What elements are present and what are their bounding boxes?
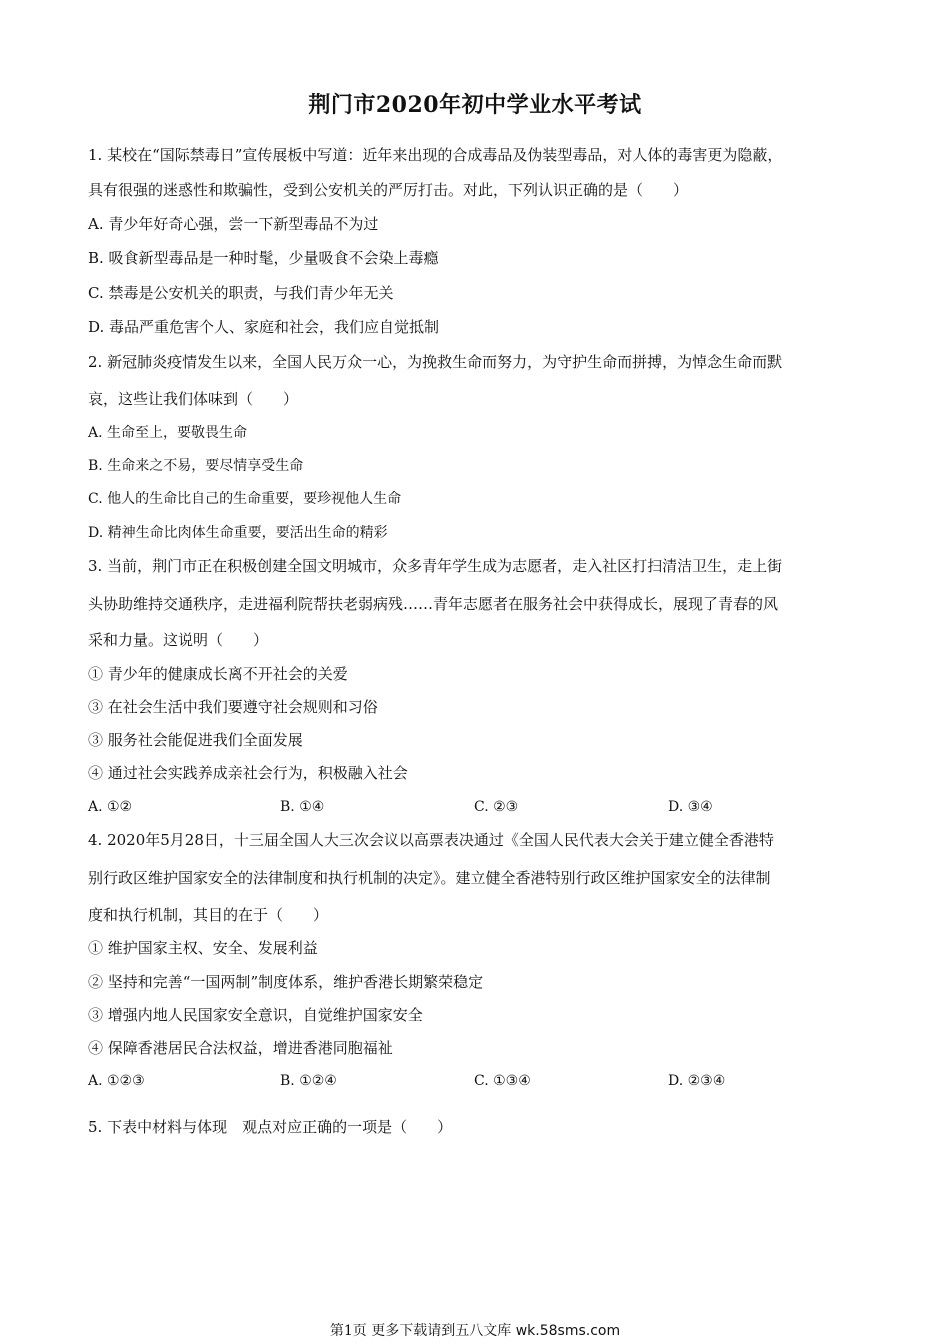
q3-stem-line-1: 3. 当前，荆门市正在积极创建全国文明城市，众多青年学生成为志愿者，走入社区打扫清洁卫生，走上街	[88, 557, 783, 575]
q2-stem-line-1: 2. 新冠肺炎疫情发生以来，全国人民万众一心，为挽救生命而努力，为守护生命而拼搏，为悼念生命而默	[88, 353, 783, 371]
q4-choice-c: C. ①③④	[474, 1073, 531, 1089]
q3-stem-line-3: 采和力量。这说明（ ）	[88, 631, 269, 649]
q3-statement-3: ③ 服务社会能促进我们全面发展	[88, 731, 303, 749]
q4-statement-4: ④ 保障香港居民合法权益，增进香港同胞福祉	[88, 1039, 393, 1057]
exam-title: 荆门市2020年初中学业水平考试	[308, 92, 642, 118]
q1-option-d: D. 毒品严重危害个人、家庭和社会，我们应自觉抵制	[88, 318, 440, 336]
q1-option-a: A. 青少年好奇心强，尝一下新型毒品不为过	[88, 215, 379, 233]
q1-stem-line-2: 具有很强的迷惑性和欺骗性，受到公安机关的严厉打击。对此，下列认识正确的是（ ）	[88, 181, 689, 199]
footer-site-link[interactable]: wk.58sms.com	[515, 1323, 621, 1339]
footer-page-text: 第1页 更多下载请到五八文库	[329, 1323, 512, 1339]
q3-choice-a: A. ①②	[88, 799, 133, 815]
q3-statement-2: ③ 在社会生活中我们要遵守社会规则和习俗	[88, 698, 378, 716]
q4-statement-2: ② 坚持和完善“一国两制”制度体系，维护香港长期繁荣稳定	[88, 973, 484, 991]
q3-stem-line-2: 头协助维持交通秩序，走进福利院帮扶老弱病残……青年志愿者在服务社会中获得成长，展现了青春的风	[88, 595, 779, 613]
q2-option-d: D. 精神生命比肉体生命重要，要活出生命的精彩	[88, 525, 388, 541]
q5-stem-line-1: 5. 下表中材料与体现 观点对应正确的一项是（ ）	[88, 1118, 453, 1136]
q3-statement-4: ④ 通过社会实践养成亲社会行为，积极融入社会	[88, 764, 408, 782]
q4-choice-d: D. ②③④	[668, 1073, 726, 1089]
q3-choice-d: D. ③④	[668, 799, 713, 815]
page-footer	[0, 1322, 950, 1340]
q4-choice-a: A. ①②③	[88, 1073, 145, 1089]
q3-choice-c: C. ②③	[474, 799, 519, 815]
q4-statement-1: ① 维护国家主权、安全、发展利益	[88, 939, 318, 957]
q2-option-c: C. 他人的生命比自己的生命重要，要珍视他人生命	[88, 491, 402, 507]
q4-stem-line-2: 别行政区维护国家安全的法律制度和执行机制的决定》。建立健全香港特别行政区维护国家安全的法律制	[88, 869, 771, 887]
q1-stem-line-1: 1. 某校在“国际禁毒日”宣传展板中写道：近年来出现的合成毒品及伪装型毒品，对人体的毒害更为隐蔽，	[88, 146, 783, 164]
q4-stem-line-1: 4. 2020年5月28日，十三届全国人大三次会议以高票表决通过《全国人民代表大会关于建立健全香港特	[88, 831, 774, 849]
q4-choice-b: B. ①②④	[280, 1073, 337, 1089]
q1-option-b: B. 吸食新型毒品是一种时髦，少量吸食不会染上毒瘾	[88, 249, 439, 267]
q2-option-b: B. 生命来之不易，要尽情享受生命	[88, 458, 304, 474]
q1-option-c: C. 禁毒是公安机关的职责，与我们青少年无关	[88, 284, 394, 302]
q2-option-a: A. 生命至上，要敬畏生命	[88, 425, 248, 441]
q3-statement-1: ① 青少年的健康成长离不开社会的关爱	[88, 665, 348, 683]
q2-stem-line-2: 哀，这些让我们体味到（ ）	[88, 390, 299, 408]
q4-statement-3: ③ 增强内地人民国家安全意识，自觉维护国家安全	[88, 1006, 423, 1024]
q3-choice-b: B. ①④	[280, 799, 325, 815]
q4-stem-line-3: 度和执行机制，其目的在于（ ）	[88, 906, 329, 924]
